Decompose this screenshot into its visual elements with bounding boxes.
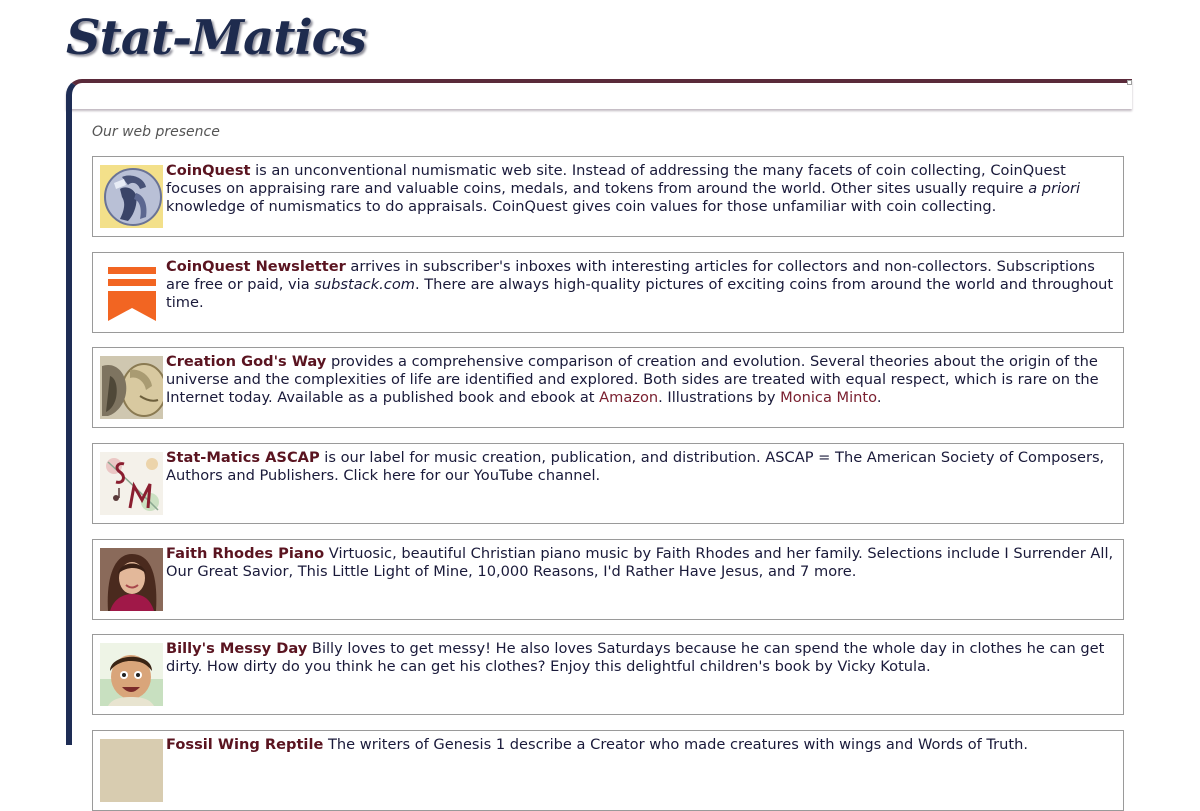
card-title-link[interactable]: Faith Rhodes Piano <box>166 545 325 562</box>
illustrator-link[interactable]: Monica Minto <box>780 389 877 406</box>
card-text: is our label for music creation, publication, and distribution. ASCAP = The American Society of Composers, Authors and Publishers. Click here for our YouTube channel. <box>166 449 1105 484</box>
frame-corner-marker <box>1127 80 1132 85</box>
card-title-link[interactable]: Fossil Wing Reptile <box>166 736 324 753</box>
card-description <box>166 640 1117 676</box>
card-text: The writers of Genesis 1 describe a Creator who made creatures with wings and Words of Truth. <box>323 736 1029 753</box>
card-description <box>166 162 1117 216</box>
cartoon-boy-icon[interactable] <box>100 643 163 706</box>
card-emphasis: substack.com <box>314 276 415 293</box>
card-description <box>166 449 1117 485</box>
card-emphasis: a priori <box>1028 180 1081 197</box>
card-faith-rhodes-piano <box>92 539 1124 620</box>
card-coinquest <box>92 156 1124 237</box>
book-cover-icon[interactable] <box>100 356 163 419</box>
section-title: Our web presence <box>92 124 220 140</box>
fossil-icon[interactable] <box>100 739 163 802</box>
card-text: . Illustrations by <box>658 389 781 406</box>
card-text: knowledge of numismatics to do appraisals. CoinQuest gives coin values for those unfamiliar with coin collecting. <box>166 198 997 215</box>
card-text: Virtuosic, beautiful Christian piano music by Faith Rhodes and her family. Selections include I Surrender All, Our Great Savior, This Little Light of Mine, 10,000 Reasons, I'd Rather Have Jesus, and 7 more. <box>166 545 1114 580</box>
card-partial <box>92 730 1124 811</box>
site-logo[interactable]: Stat-Matics <box>66 10 366 66</box>
card-creation-gods-way <box>92 347 1124 428</box>
card-coinquest-newsletter <box>92 252 1124 333</box>
card-description <box>166 545 1117 581</box>
card-billys-messy-day <box>92 634 1124 715</box>
card-title-link[interactable]: Billy's Messy Day <box>166 640 308 657</box>
card-text: Billy loves to get messy! He also loves Saturdays because he can spend the whole day in clothes he can get dirty. How dirty do you think he can get his clothes? Enjoy this delightful children's book by Vicky Kotula. <box>166 640 1105 675</box>
card-description <box>166 258 1117 312</box>
frame-left-border <box>66 105 72 745</box>
card-description <box>166 353 1117 407</box>
card-text: . There are always high-quality pictures of exciting coins from around the world and throughout time. <box>166 276 1114 311</box>
coin-liberty-icon[interactable] <box>100 165 163 228</box>
frame-top-border <box>66 79 1132 109</box>
card-text: is an unconventional numismatic web site. Instead of addressing the many facets of coin collecting, CoinQuest focuses on appraising rare and valuable coins, medals, and tokens from around the world. Other sites usually require <box>166 162 1066 197</box>
card-title-link[interactable]: CoinQuest Newsletter <box>166 258 346 275</box>
card-stat-matics-ascap <box>92 443 1124 524</box>
sm-music-logo-icon[interactable] <box>100 452 163 515</box>
card-text: . <box>876 389 882 406</box>
card-title-link[interactable]: Creation God's Way <box>166 353 327 370</box>
substack-icon[interactable] <box>100 261 163 324</box>
card-text: provides a comprehensive comparison of creation and evolution. Several theories about the origin of the universe and the complexities of life are identified and explored. Both sides are treated with equal respect, which is rare on the Internet today. Available as a published book and ebook at <box>166 353 1099 406</box>
card-description <box>166 736 1117 754</box>
amazon-link[interactable]: Amazon <box>599 389 659 406</box>
portrait-icon[interactable] <box>100 548 163 611</box>
card-title-link[interactable]: Stat-Matics ASCAP <box>166 449 320 466</box>
card-text: arrives in subscriber's inboxes with interesting articles for collectors and non-collectors. Subscriptions are free or paid, via <box>166 258 1095 293</box>
card-title-link[interactable]: CoinQuest <box>166 162 251 179</box>
